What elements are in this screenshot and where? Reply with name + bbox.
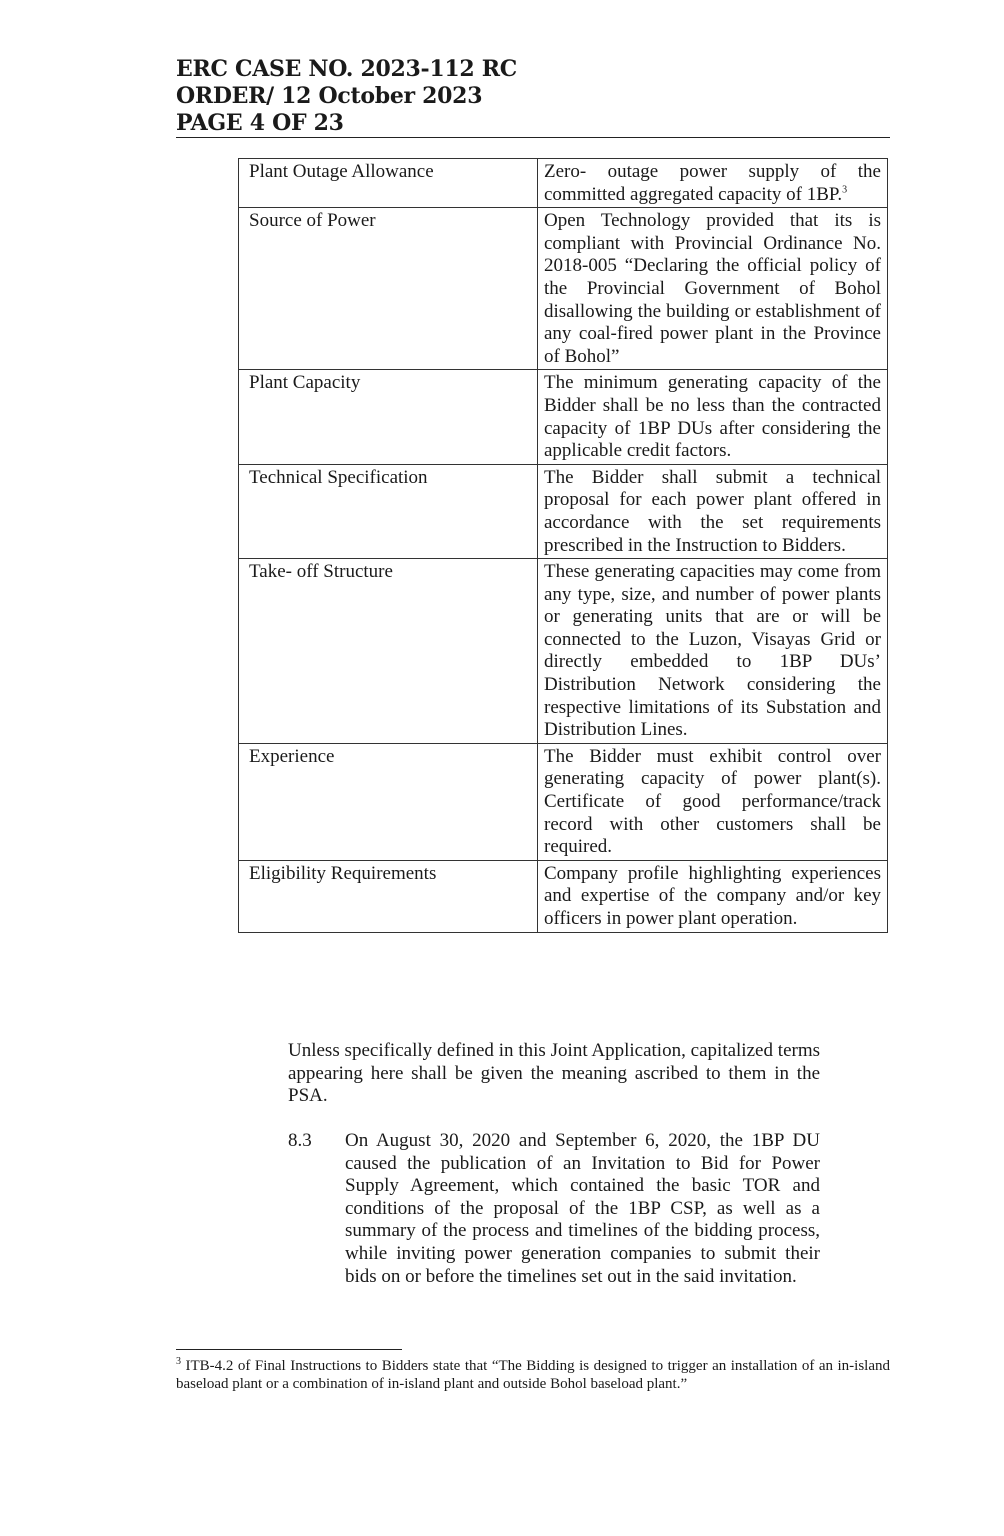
row-description: Company profile highlighting experiences and expertise of the company and/or key officers in power plant operation.: [538, 860, 888, 932]
definitions-paragraph: Unless specifically defined in this Joint Application, capitalized terms appearing here shall be given the meaning ascribed to them in the PSA.: [288, 1040, 820, 1107]
footnote-ref[interactable]: 3: [842, 184, 848, 196]
row-label: Experience: [239, 743, 538, 860]
case-number: ERC CASE NO. 2023-112 RC: [176, 56, 517, 82]
order-date: ORDER/ 12 October 2023: [176, 83, 483, 109]
row-description-text: Zero- outage power supply of the committed aggregated capacity of 1BP.: [544, 161, 881, 205]
footnote-marker: 3: [176, 1356, 181, 1367]
table-row: [239, 370, 888, 464]
paragraph-text: On August 30, 2020 and September 6, 2020, the 1BP DU caused the publication of an Invitation to Bid for Power Supply Agreement, which contained the basic TOR and conditions of the proposal of the 1BP CSP, as well as a summary of the process and timelines of the bidding process, while inviting power generation companies to submit their bids on or before the timelines set out in the said invitation.: [345, 1130, 820, 1287]
footnote-rule: [176, 1349, 402, 1350]
footnote: [176, 1358, 890, 1393]
page-number: PAGE 4 OF 23: [176, 110, 344, 136]
row-description: These generating capacities may come from any type, size, and number of power plants or generating units that are or will be connected to the Luzon, Visayas Grid or directly embedded to 1BP DUs’ Distribution Network considering the respective limitations of its Substation and Distribution Lines.: [538, 559, 888, 744]
table-row: [239, 159, 888, 208]
terms-table: [238, 158, 888, 933]
row-description: The minimum generating capacity of the Bidder shall be no less than the contracted capacity of 1BP DUs after considering the applicable credit factors.: [538, 370, 888, 464]
row-label: Technical Specification: [239, 464, 538, 558]
table-row: [239, 464, 888, 558]
header-rule: [176, 137, 890, 138]
row-label: Source of Power: [239, 208, 538, 370]
table-row: [239, 559, 888, 744]
row-description: The Bidder must exhibit control over generating capacity of power plant(s). Certificate of good performance/track record with other customers shall be required.: [538, 743, 888, 860]
table-row: [239, 743, 888, 860]
document-header: [176, 56, 517, 137]
row-label: Take- off Structure: [239, 559, 538, 744]
row-description: [538, 159, 888, 208]
table-row: [239, 208, 888, 370]
row-label: Plant Capacity: [239, 370, 538, 464]
row-description: The Bidder shall submit a technical proposal for each power plant offered in accordance with the set requirements prescribed in the Instruction to Bidders.: [538, 464, 888, 558]
paragraph-number: 8.3: [288, 1130, 312, 1151]
row-label: Eligibility Requirements: [239, 860, 538, 932]
footnote-text: ITB-4.2 of Final Instructions to Bidders state that “The Bidding is designed to trigger an installation of an in-island baseload plant or a combination of in-island plant and outside Bohol baseload plant.”: [176, 1358, 890, 1392]
row-description: Open Technology provided that its is compliant with Provincial Ordinance No. 2018-005 “Declaring the official policy of the Provincial Government of Bohol disallowing the building or establishment of any coal-fired power plant in the Province of Bohol”: [538, 208, 888, 370]
row-label: Plant Outage Allowance: [239, 159, 538, 208]
table-row: [239, 860, 888, 932]
